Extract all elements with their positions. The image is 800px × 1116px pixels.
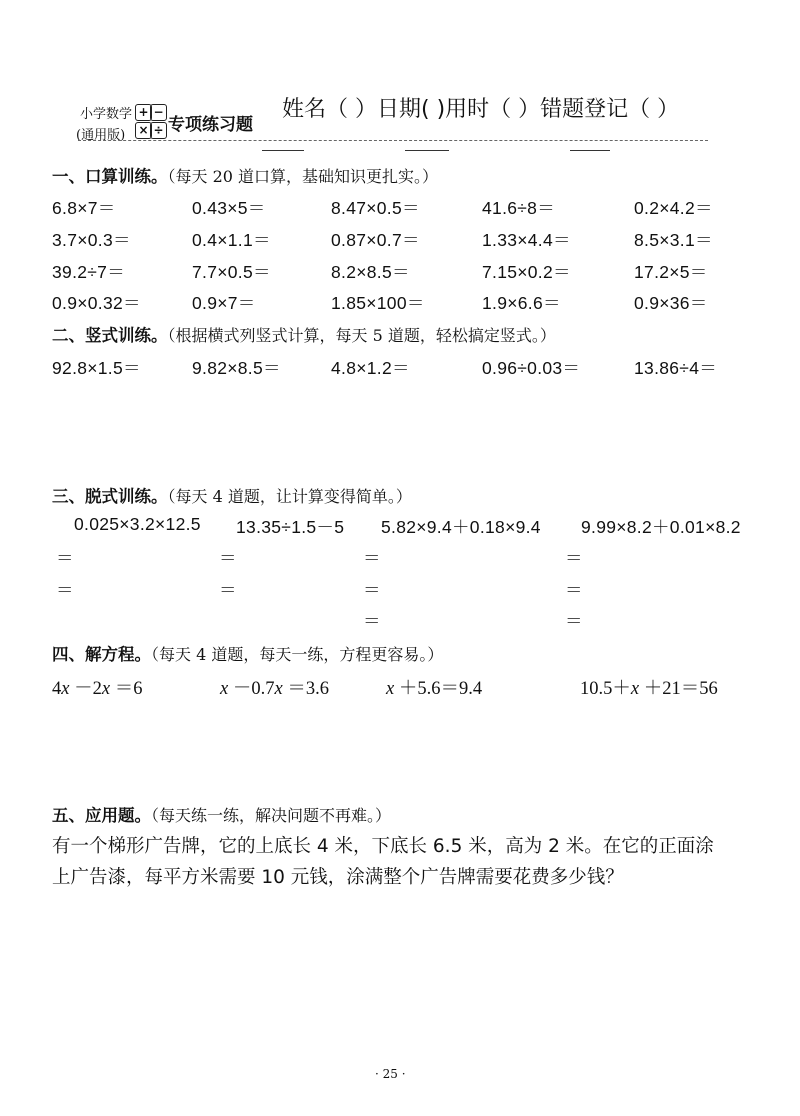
section-title: 三、脱式训练。	[52, 487, 168, 506]
exercise: 0.96÷0.03＝	[482, 358, 581, 378]
exercise: 41.6÷8＝	[482, 198, 555, 218]
equation: 4x －2x ＝6	[52, 679, 143, 699]
equals-sign: ＝	[363, 611, 381, 631]
problem-text: 有一个梯形广告牌，它的上底长 4 米，下底长 6.5 米，高为 2 米。在它的正面涂	[52, 836, 714, 857]
exercise: 9.82×8.5＝	[192, 358, 281, 378]
exercise: 9.99×8.2＋0.01×8.2	[581, 517, 741, 537]
exercise: 8.2×8.5＝	[331, 262, 410, 282]
page-number: · 25 ·	[375, 1067, 406, 1081]
section-title: 二、竖式训练。	[52, 326, 168, 345]
equals-sign: ＝	[565, 611, 583, 631]
minus-icon: −	[150, 104, 167, 121]
exercise: 4.8×1.2＝	[331, 358, 410, 378]
equals-sign: ＝	[56, 580, 74, 600]
header-divider	[78, 140, 708, 141]
section-heading	[52, 641, 443, 665]
fill-line	[262, 150, 304, 151]
exercise: 0.2×4.2＝	[634, 198, 713, 218]
exercise: 8.47×0.5＝	[331, 198, 420, 218]
equals-sign: ＝	[219, 580, 237, 600]
exercise: 1.9×6.6＝	[482, 293, 561, 313]
exercise: 7.15×0.2＝	[482, 262, 571, 282]
multiply-icon: ×	[135, 122, 152, 139]
exercise: 13.35÷1.5－5	[236, 517, 345, 537]
section-note: （根据横式列竖式计算，每天 5 道题，轻松搞定竖式。）	[167, 326, 556, 345]
equals-sign: ＝	[219, 548, 237, 568]
exercise: 0.9×36＝	[634, 293, 708, 313]
equation: 10.5＋x ＋21＝56	[580, 679, 718, 699]
exercise: 0.9×0.32＝	[52, 293, 141, 313]
equation: x －0.7x ＝3.6	[220, 679, 329, 699]
equals-sign: ＝	[565, 548, 583, 568]
equals-sign: ＝	[565, 580, 583, 600]
problem-text: 上广告漆，每平方米需要 10 元钱，涂满整个广告牌需要花费多少钱？	[52, 867, 624, 888]
exercise: 1.33×4.4＝	[482, 230, 571, 250]
section-note: （每天练一练，解决问题不再难。）	[151, 806, 392, 825]
exercise: 0.9×7＝	[192, 293, 256, 313]
exercise: 13.86÷4＝	[634, 358, 718, 378]
section-note: （每天 4 道题，每天一练，方程更容易。）	[151, 645, 444, 664]
equals-sign: ＝	[56, 548, 74, 568]
fill-line	[405, 150, 449, 151]
section-title: 五、应用题。	[52, 806, 151, 825]
page-title: 专项练习题	[168, 115, 253, 135]
exercise: 0.4×1.1＝	[192, 230, 271, 250]
divide-icon: ÷	[150, 122, 167, 139]
section-note: （每天 20 道口算，基础知识更扎实。）	[167, 167, 439, 186]
exercise: 0.87×0.7＝	[331, 230, 420, 250]
exercise: 0.025×3.2×12.5	[74, 514, 201, 534]
section-heading	[52, 163, 438, 187]
equals-sign: ＝	[363, 548, 381, 568]
exercise: 7.7×0.5＝	[192, 262, 271, 282]
subject-label: 小学数学	[80, 107, 133, 122]
section-title: 四、解方程。	[52, 645, 151, 664]
section-heading	[52, 483, 412, 507]
exercise: 5.82×9.4＋0.18×9.4	[381, 517, 541, 537]
plus-icon: +	[135, 104, 152, 121]
equation: x ＋5.6＝9.4	[386, 679, 483, 699]
section-heading	[52, 802, 391, 826]
edition-label: (通用版)	[76, 128, 126, 143]
fill-line	[570, 150, 610, 151]
section-note: （每天 4 道题，让计算变得简单。）	[167, 487, 412, 506]
exercise: 17.2×5＝	[634, 262, 708, 282]
exercise: 92.8×1.5＝	[52, 358, 141, 378]
section-heading	[52, 322, 556, 346]
student-info-fields: 姓名（ ）日期( )用时（ ）错题登记（ ）	[282, 97, 680, 122]
exercise: 1.85×100＝	[331, 293, 425, 313]
exercise: 8.5×3.1＝	[634, 230, 713, 250]
section-title: 一、口算训练。	[52, 167, 168, 186]
exercise: 0.43×5＝	[192, 198, 266, 218]
exercise: 39.2÷7＝	[52, 262, 125, 282]
equals-sign: ＝	[363, 580, 381, 600]
exercise: 6.8×7＝	[52, 198, 116, 218]
exercise: 3.7×0.3＝	[52, 230, 131, 250]
